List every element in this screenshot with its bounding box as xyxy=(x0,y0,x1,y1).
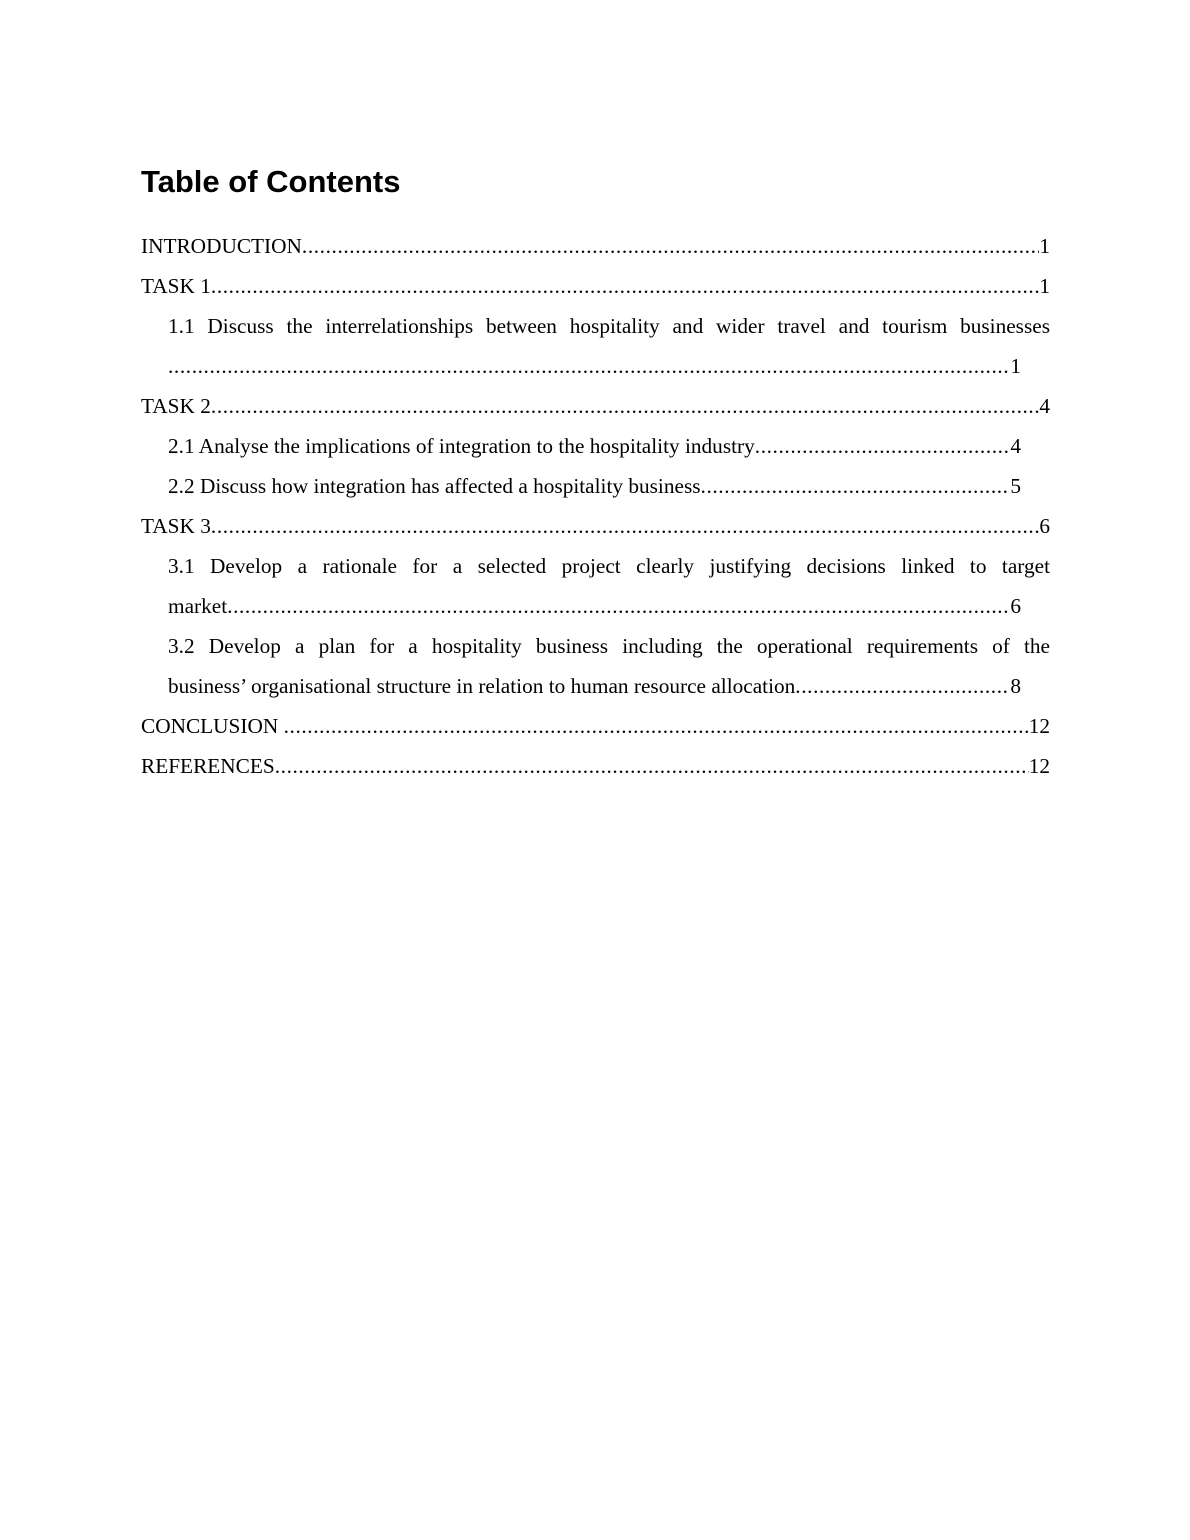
dot-leader xyxy=(275,746,1029,786)
toc-entry-task-3[interactable] xyxy=(141,506,1050,546)
toc-entry-label: INTRODUCTION xyxy=(141,234,302,258)
toc-entry-page: 1 xyxy=(1039,234,1050,258)
toc-entry-label: TASK 1 xyxy=(141,274,211,298)
toc-entry-label-line1: 3.2 Develop a plan for a hospitality business including the operational requirements of the xyxy=(168,634,1050,658)
toc-entry-3-1[interactable] xyxy=(168,546,1050,626)
toc-entry-label: TASK 2 xyxy=(141,394,211,418)
toc-entry-3-2[interactable] xyxy=(168,626,1050,706)
toc-entry-label-line2: market xyxy=(168,594,228,618)
toc-entry-page: 1 xyxy=(1010,354,1021,378)
toc-entry-2-1[interactable] xyxy=(168,426,1050,466)
dot-leader xyxy=(701,466,1011,506)
toc-entry-task-2[interactable] xyxy=(141,386,1050,426)
toc-entry-label-line1: 1.1 Discuss the interrelationships between hospitality and wider travel and tourism businesses xyxy=(168,314,1050,338)
dot-leader xyxy=(795,666,1010,706)
toc-entry-2-2[interactable] xyxy=(168,466,1050,506)
toc-entry-page: 4 xyxy=(1010,434,1021,458)
document-page xyxy=(141,162,1050,786)
dot-leader xyxy=(284,706,1029,746)
toc-entry-label: CONCLUSION xyxy=(141,714,284,738)
dot-leader xyxy=(211,386,1039,426)
toc-entry-label: 2.1 Analyse the implications of integration to the hospitality industry xyxy=(168,434,755,458)
toc-entry-page: 6 xyxy=(1039,514,1050,538)
toc-entry-label: REFERENCES xyxy=(141,754,275,778)
toc-entry-introduction[interactable] xyxy=(141,226,1050,266)
dot-leader xyxy=(227,586,1010,626)
dot-leader xyxy=(168,346,1010,386)
toc-entry-page: 12 xyxy=(1028,714,1050,738)
toc-entry-page: 5 xyxy=(1010,474,1021,498)
toc-entry-1-1[interactable] xyxy=(168,306,1050,386)
toc-entry-label-line2: business’ organisational structure in relation to human resource allocation xyxy=(168,674,796,698)
toc-entry-task-1[interactable] xyxy=(141,266,1050,306)
toc-entry-page: 1 xyxy=(1039,274,1050,298)
toc-entry-conclusion[interactable] xyxy=(141,706,1050,746)
toc-entry-page: 6 xyxy=(1010,594,1021,618)
dot-leader xyxy=(302,226,1039,266)
toc-list xyxy=(141,226,1050,786)
toc-entry-label: TASK 3 xyxy=(141,514,211,538)
dot-leader xyxy=(211,266,1039,306)
dot-leader xyxy=(211,506,1039,546)
toc-entry-label-line1: 3.1 Develop a rationale for a selected project clearly justifying decisions linked to target xyxy=(168,554,1050,578)
toc-entry-page: 12 xyxy=(1028,754,1050,778)
toc-heading: Table of Contents xyxy=(141,164,401,199)
dot-leader xyxy=(755,426,1011,466)
toc-entry-label: 2.2 Discuss how integration has affected a hospitality business xyxy=(168,474,701,498)
toc-entry-page: 4 xyxy=(1039,394,1050,418)
toc-entry-references[interactable] xyxy=(141,746,1050,786)
toc-entry-page: 8 xyxy=(1010,674,1021,698)
